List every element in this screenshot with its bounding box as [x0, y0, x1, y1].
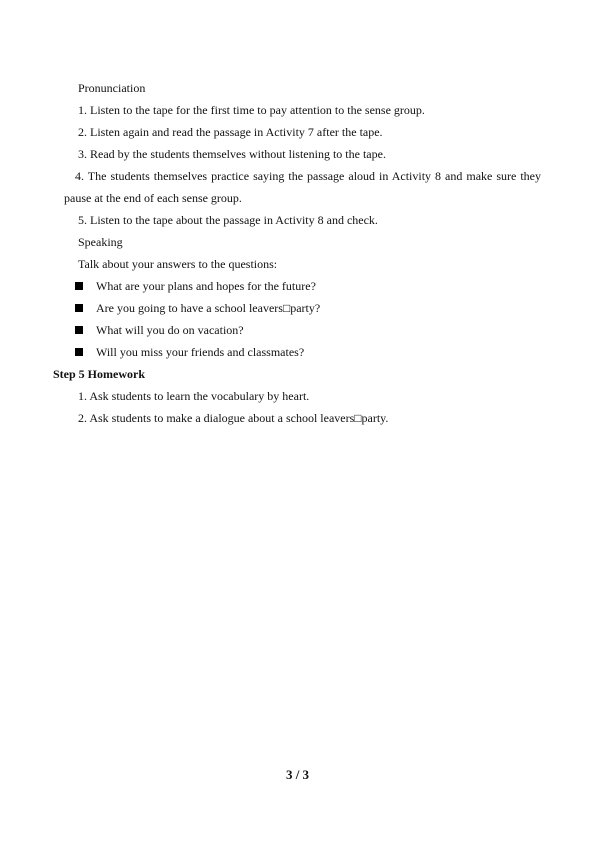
question-text: Are you going to have a school leavers□party? — [96, 301, 321, 315]
homework-item-1: 1. Ask students to learn the vocabulary by heart. — [78, 389, 310, 403]
page-number: 3 / 3 — [285, 767, 310, 782]
pronunciation-step-1: 1. Listen to the tape for the first time to pay attention to the sense group. — [78, 103, 425, 117]
pronunciation-step-4-line-1: 4. The students themselves practice saying the passage aloud in Activity 8 and make sure they — [75, 169, 541, 183]
pronunciation-step-2: 2. Listen again and read the passage in Activity 7 after the tape. — [78, 125, 383, 139]
pronunciation-step-4-line-2: pause at the end of each sense group. — [64, 191, 242, 205]
question-text: What will you do on vacation? — [96, 323, 244, 337]
square-bullet-icon — [75, 348, 83, 356]
pronunciation-step-5: 5. Listen to the tape about the passage in Activity 8 and check. — [78, 213, 378, 227]
step5-heading: Step 5 Homework — [53, 367, 145, 381]
question-text: What are your plans and hopes for the future? — [96, 279, 316, 293]
homework-item-2: 2. Ask students to make a dialogue about a school leavers□party. — [78, 411, 389, 425]
square-bullet-icon — [75, 282, 83, 290]
pronunciation-step-3: 3. Read by the students themselves without listening to the tape. — [78, 147, 386, 161]
square-bullet-icon — [75, 326, 83, 334]
speaking-heading: Speaking — [78, 235, 123, 249]
square-bullet-icon — [75, 304, 83, 312]
question-text: Will you miss your friends and classmates? — [96, 345, 305, 359]
speaking-intro: Talk about your answers to the questions: — [78, 257, 278, 271]
pronunciation-heading: Pronunciation — [78, 81, 146, 95]
